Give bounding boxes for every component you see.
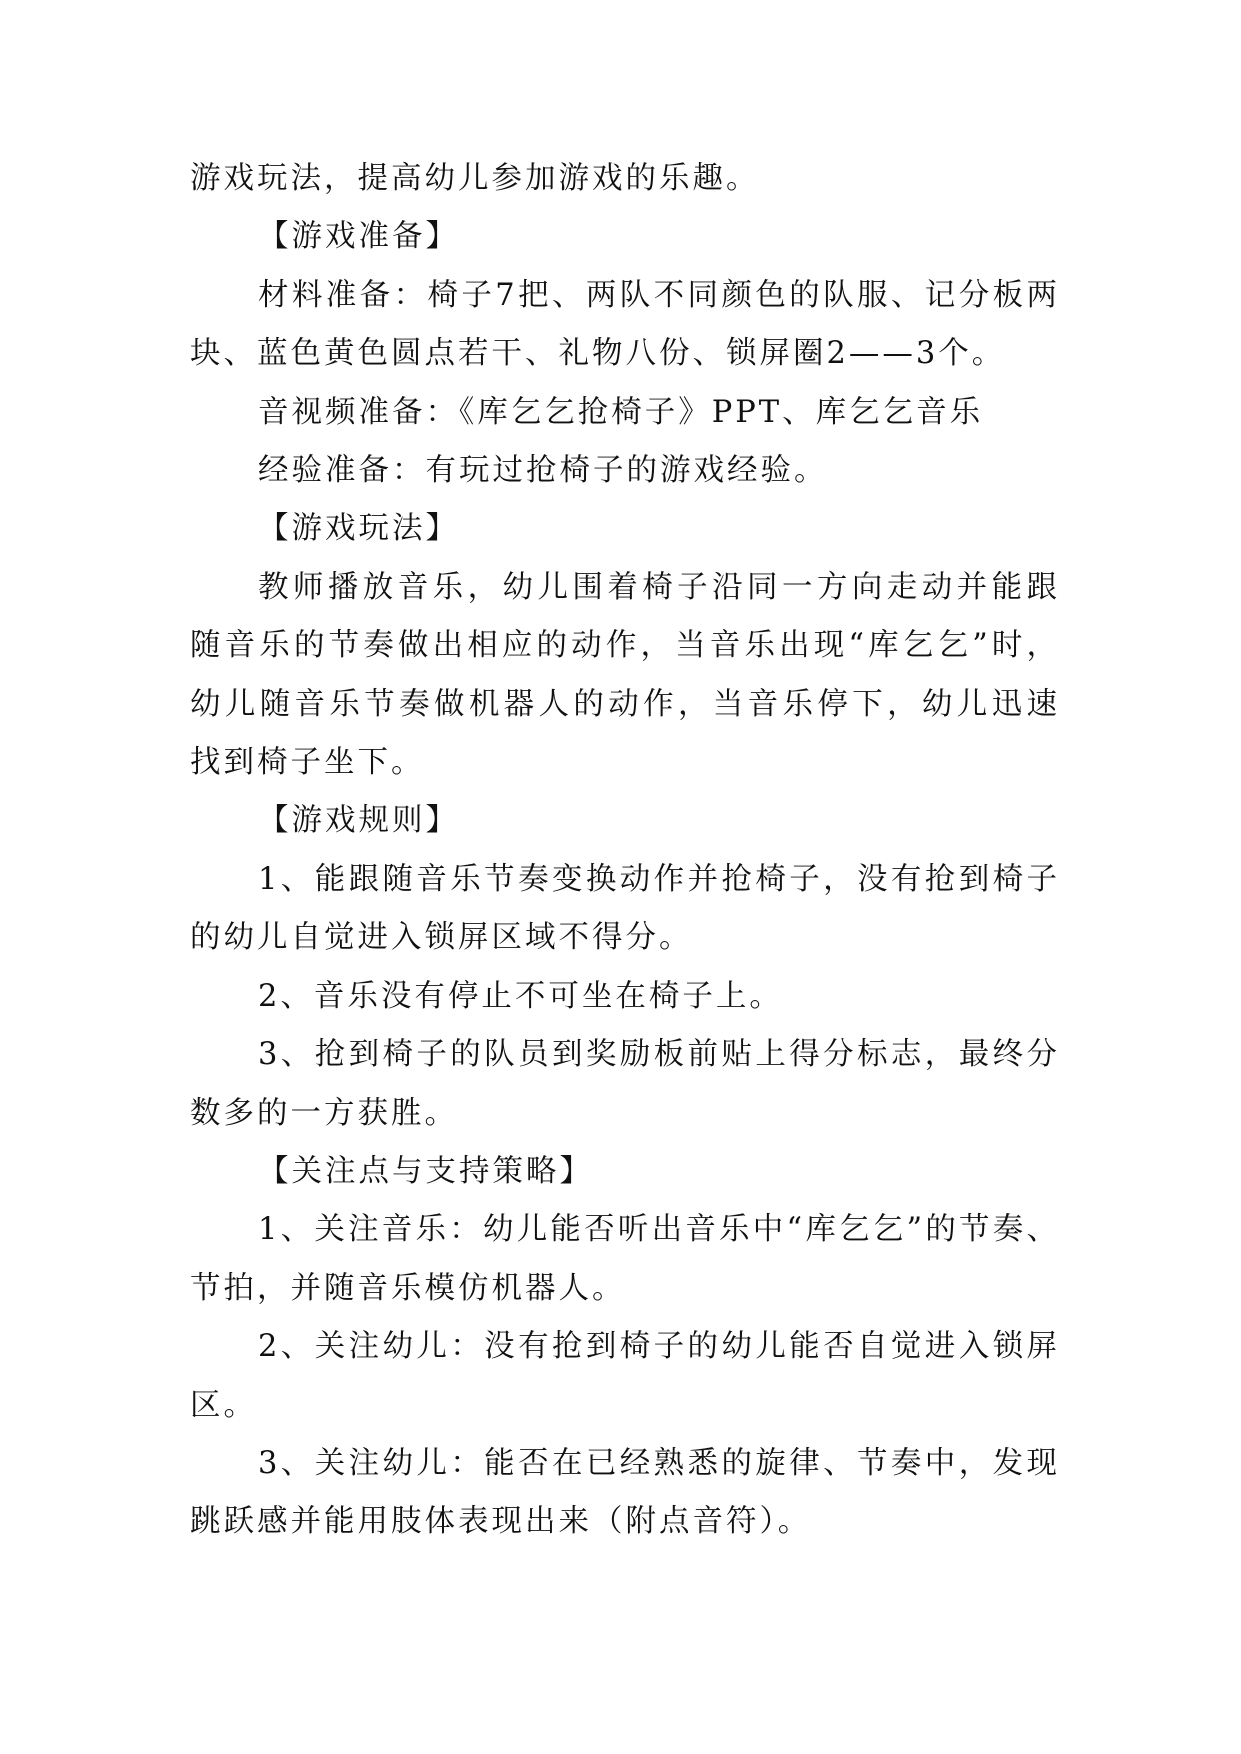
rule-item-2: 2、音乐没有停止不可坐在椅子上。 bbox=[258, 978, 783, 1014]
rule-item-1: 1、能跟随音乐节奏变换动作并抢椅子，没有抢到椅子的幼儿自觉进入锁屏区域不得分。 bbox=[190, 861, 1060, 956]
section-heading-rules: 【游戏规则】 bbox=[258, 803, 459, 839]
focus-item-3: 3、关注幼儿：能否在已经熟悉的旋律、节奏中，发现跳跃感并能用肢体表现出来（附点音符）。 bbox=[190, 1445, 1060, 1540]
paragraph-continuation: 游戏玩法，提高幼儿参加游戏的乐趣。 bbox=[190, 161, 760, 196]
rule-item-3: 3、抢到椅子的队员到奖励板前贴上得分标志，最终分数多的一方获胜。 bbox=[190, 1037, 1060, 1131]
paragraph-experience: 经验准备：有玩过抢椅子的游戏经验。 bbox=[258, 453, 828, 489]
paragraph-audio-video: 音视频准备：《库乞乞抢椅子》PPT、库乞乞音乐 bbox=[258, 394, 984, 430]
document-page bbox=[190, 150, 1060, 1552]
paragraph-materials: 材料准备：椅子7把、两队不同颜色的队服、记分板两块、蓝色黄色圆点若干、礼物八份、锁屏圈2——3个。 bbox=[190, 277, 1060, 372]
section-heading-gameplay: 【游戏玩法】 bbox=[258, 511, 459, 547]
paragraph-gameplay: 教师播放音乐，幼儿围着椅子沿同一方向走动并能跟随音乐的节奏做出相应的动作，当音乐出现“库乞乞”时，幼儿随音乐节奏做机器人的动作，当音乐停下，幼儿迅速找到椅子坐下。 bbox=[190, 569, 1060, 781]
section-heading-focus: 【关注点与支持策略】 bbox=[258, 1153, 593, 1189]
focus-item-2: 2、关注幼儿：没有抢到椅子的幼儿能否自觉进入锁屏区。 bbox=[190, 1329, 1060, 1423]
section-heading-preparation: 【游戏准备】 bbox=[258, 219, 459, 255]
focus-item-1: 1、关注音乐：幼儿能否听出音乐中“库乞乞”的节奏、节拍，并随音乐模仿机器人。 bbox=[190, 1212, 1060, 1306]
